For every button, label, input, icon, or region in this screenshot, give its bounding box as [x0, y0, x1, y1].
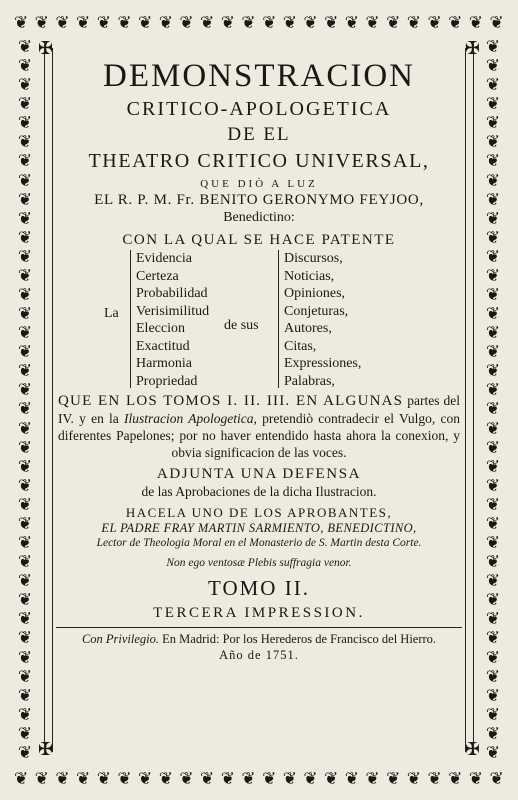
fleuron-icon: ❦	[17, 533, 33, 554]
table-left-item: Probabilidad	[136, 286, 208, 301]
fleuron-icon: ❦	[17, 132, 33, 153]
fleuron-icon: ❦	[485, 704, 501, 725]
fleuron-icon: ❦	[17, 94, 33, 115]
fleuron-icon: ❦	[17, 38, 33, 57]
table-right-item: Expressiones,	[284, 356, 362, 371]
corner-cross-icon: ✠	[38, 38, 54, 59]
table-left-item: Propriedad	[136, 373, 198, 389]
hacela-author-title: Lector de Theologia Moral en el Monasterio de S. Martin desta Corte.	[96, 537, 422, 549]
fleuron-icon: ❦	[485, 609, 501, 630]
fleuron-icon: ❦	[55, 769, 70, 789]
fleuron-icon: ❦	[485, 513, 501, 534]
ornamental-border-left	[12, 38, 38, 762]
fleuron-icon: ❦	[17, 323, 33, 344]
fleuron-icon: ❦	[485, 571, 501, 592]
fleuron-icon: ❦	[489, 769, 504, 789]
fleuron-icon: ❦	[17, 170, 33, 191]
fleuron-icon: ❦	[17, 742, 33, 762]
imprint-divider	[56, 627, 462, 628]
corner-cross-icon: ✠	[464, 739, 480, 760]
fleuron-icon: ❦	[17, 647, 33, 668]
fleuron-icon: ❦	[17, 285, 33, 306]
fleuron-icon: ❦	[262, 769, 277, 789]
fleuron-icon: ❦	[14, 769, 29, 789]
table-right-item: Opiniones,	[284, 286, 346, 301]
fleuron-icon: ❦	[76, 13, 91, 33]
fleuron-icon: ❦	[485, 304, 501, 325]
paragraph-text-after: , pretendiò contradecir el Vulgo, con diferentes Papelones; por no haver entendido hasta ahora la conexion, y obvia significacion de las voces.	[58, 411, 460, 460]
table-left-item: Evidencia	[136, 251, 192, 266]
fleuron-icon: ❦	[448, 13, 463, 33]
table-right-item: Palabras,	[284, 373, 335, 389]
title-dio-a-luz: QUE DIÒ A LUZ	[200, 178, 318, 190]
fleuron-icon: ❦	[485, 361, 501, 382]
fleuron-icon: ❦	[303, 769, 318, 789]
fleuron-icon: ❦	[485, 399, 501, 420]
fleuron-icon: ❦	[158, 769, 173, 789]
fleuron-icon: ❦	[485, 151, 501, 172]
fleuron-icon: ❦	[17, 56, 33, 77]
fleuron-icon: ❦	[138, 13, 153, 33]
fleuron-icon: ❦	[485, 285, 501, 306]
fleuron-icon: ❦	[485, 170, 501, 191]
ornamental-border-bottom	[14, 766, 504, 792]
table-de-sus-label: de sus	[224, 318, 259, 333]
title-de-el: DE EL	[227, 124, 291, 145]
title-content	[56, 50, 462, 752]
fleuron-icon: ❦	[406, 769, 422, 789]
fleuron-icon: ❦	[485, 628, 501, 649]
hacela-heading: HACELA UNO DE LOS APROBANTES,	[125, 505, 393, 520]
fleuron-icon: ❦	[17, 151, 33, 172]
fleuron-icon: ❦	[17, 456, 33, 477]
fleuron-icon: ❦	[17, 723, 33, 744]
fleuron-icon: ❦	[282, 769, 297, 789]
corner-cross-icon: ✠	[464, 38, 480, 59]
fleuron-icon: ❦	[179, 13, 194, 33]
fleuron-icon: ❦	[17, 113, 33, 134]
fleuron-icon: ❦	[468, 13, 484, 33]
fleuron-icon: ❦	[485, 590, 501, 611]
fleuron-icon: ❦	[485, 475, 501, 496]
fleuron-icon: ❦	[485, 189, 501, 210]
fleuron-icon: ❦	[344, 13, 359, 33]
table-left-item: Harmonia	[136, 356, 192, 371]
table-right-item: Discursos,	[284, 251, 343, 266]
fleuron-icon: ❦	[485, 723, 501, 744]
table-right-item: Conjeturas,	[284, 303, 349, 319]
fleuron-icon: ❦	[485, 342, 501, 363]
fleuron-icon: ❦	[138, 769, 153, 789]
ornamental-border-right	[480, 38, 506, 762]
imprint-place: En Madrid: Por los Herederos de Francisco del Hierro.	[162, 632, 437, 646]
fleuron-icon: ❦	[324, 769, 339, 789]
table-right-bracket	[278, 250, 279, 388]
imprint-year: Año de 1751.	[219, 648, 299, 662]
fleuron-icon: ❦	[200, 769, 215, 789]
table-right-item: Citas,	[284, 338, 317, 354]
fleuron-icon: ❦	[241, 769, 256, 789]
fleuron-icon: ❦	[485, 94, 501, 115]
fleuron-icon: ❦	[17, 265, 33, 286]
table-right-item: Autores,	[284, 321, 332, 336]
fleuron-icon: ❦	[386, 769, 401, 789]
fleuron-icon: ❦	[17, 590, 33, 611]
imprint-privilege: Con Privilegio.	[81, 632, 160, 646]
fleuron-icon: ❦	[485, 113, 501, 134]
title-work: THEATRO CRITICO UNIVERSAL,	[88, 150, 430, 172]
fleuron-icon: ❦	[365, 13, 380, 33]
author-name: EL R. P. M. Fr. BENITO GERONYMO FEYJOO,	[94, 192, 424, 208]
fleuron-icon: ❦	[324, 13, 339, 33]
fleuron-icon: ❦	[17, 227, 33, 248]
table-left-item: Certeza	[136, 268, 179, 284]
fleuron-icon: ❦	[17, 475, 33, 496]
fleuron-icon: ❦	[485, 380, 501, 401]
fleuron-icon: ❦	[489, 13, 504, 33]
impression-edition: TERCERA IMPRESSION.	[153, 605, 365, 621]
fleuron-icon: ❦	[485, 685, 501, 706]
fleuron-icon: ❦	[427, 13, 442, 33]
fleuron-icon: ❦	[17, 75, 33, 96]
fleuron-icon: ❦	[485, 323, 501, 344]
latin-motto: Non ego ventosæ Plebis suffragia venor.	[166, 557, 352, 569]
description-paragraph	[58, 392, 460, 461]
fleuron-icon: ❦	[17, 399, 33, 420]
fleuron-icon: ❦	[76, 769, 91, 789]
volume-number: TOMO II.	[208, 576, 310, 600]
paragraph-caps-lead: QUE EN LOS TOMOS I. II. III. EN ALGUNAS	[58, 393, 404, 409]
fleuron-icon: ❦	[55, 13, 70, 33]
table-left-bracket	[130, 250, 131, 388]
fleuron-icon: ❦	[485, 56, 501, 77]
fleuron-icon: ❦	[179, 769, 194, 789]
fleuron-icon: ❦	[17, 418, 33, 439]
fleuron-icon: ❦	[448, 769, 463, 789]
table-left-item: Verisimilitud	[136, 303, 210, 319]
fleuron-icon: ❦	[96, 769, 111, 789]
fleuron-icon: ❦	[485, 552, 501, 573]
fleuron-icon: ❦	[17, 513, 33, 534]
fleuron-icon: ❦	[485, 742, 501, 762]
fleuron-icon: ❦	[17, 494, 33, 515]
fleuron-icon: ❦	[34, 13, 49, 33]
fleuron-icon: ❦	[262, 13, 277, 33]
fleuron-icon: ❦	[17, 342, 33, 363]
ornamental-border-top	[14, 10, 504, 36]
fleuron-icon: ❦	[485, 456, 501, 477]
fleuron-icon: ❦	[485, 227, 501, 248]
fleuron-icon: ❦	[200, 13, 215, 33]
fleuron-icon: ❦	[485, 533, 501, 554]
fleuron-icon: ❦	[485, 246, 501, 267]
fleuron-icon: ❦	[17, 628, 33, 649]
fleuron-icon: ❦	[96, 13, 111, 33]
fleuron-icon: ❦	[386, 13, 401, 33]
fleuron-icon: ❦	[17, 571, 33, 592]
fleuron-icon: ❦	[17, 246, 33, 267]
fleuron-icon: ❦	[17, 361, 33, 382]
fleuron-icon: ❦	[34, 769, 49, 789]
table-right-item: Noticias,	[284, 268, 335, 284]
fleuron-icon: ❦	[17, 437, 33, 458]
fleuron-icon: ❦	[365, 769, 380, 789]
fleuron-icon: ❦	[241, 13, 256, 33]
fleuron-icon: ❦	[485, 647, 501, 668]
corner-cross-icon: ✠	[38, 739, 54, 760]
table-left-item: Exactitud	[136, 338, 190, 354]
fleuron-icon: ❦	[17, 685, 33, 706]
fleuron-icon: ❦	[17, 704, 33, 725]
imprint-line	[56, 631, 462, 647]
fleuron-icon: ❦	[406, 13, 422, 33]
paragraph-text-before: partes del IV. y en la	[58, 393, 461, 426]
fleuron-icon: ❦	[485, 38, 501, 57]
fleuron-icon: ❦	[485, 437, 501, 458]
fleuron-icon: ❦	[17, 208, 33, 229]
title-main: DEMONSTRACION	[102, 58, 415, 94]
fleuron-icon: ❦	[303, 13, 318, 33]
fleuron-icon: ❦	[17, 552, 33, 573]
fleuron-icon: ❦	[485, 75, 501, 96]
table-left-item: Eleccion	[136, 321, 185, 336]
fleuron-icon: ❦	[220, 769, 235, 789]
paragraph-italic-title: Ilustracion Apologetica	[124, 411, 254, 426]
hacela-author: EL PADRE FRAY MARTIN SARMIENTO, BENEDICTINO,	[101, 521, 417, 535]
fleuron-icon: ❦	[485, 208, 501, 229]
hace-patente-heading: CON LA QUAL SE HACE PATENTE	[122, 232, 396, 248]
fleuron-icon: ❦	[344, 769, 359, 789]
fleuron-icon: ❦	[220, 13, 235, 33]
title-subtitle: CRITICO-APOLOGETICA	[126, 98, 392, 120]
fleuron-icon: ❦	[485, 132, 501, 153]
fleuron-icon: ❦	[17, 304, 33, 325]
fleuron-icon: ❦	[485, 265, 501, 286]
fleuron-icon: ❦	[427, 769, 442, 789]
fleuron-icon: ❦	[17, 380, 33, 401]
fleuron-icon: ❦	[17, 609, 33, 630]
fleuron-icon: ❦	[117, 769, 132, 789]
fleuron-icon: ❦	[282, 13, 297, 33]
fleuron-icon: ❦	[117, 13, 132, 33]
virtues-table	[94, 250, 424, 390]
author-order: Benedictino:	[223, 210, 295, 225]
fleuron-icon: ❦	[468, 769, 484, 789]
adjunta-subtitle: de las Aprobaciones de la dicha Ilustracion.	[141, 484, 377, 499]
fleuron-icon: ❦	[17, 666, 33, 687]
fleuron-icon: ❦	[485, 666, 501, 687]
table-left-column	[136, 250, 209, 390]
fleuron-icon: ❦	[485, 494, 501, 515]
table-la-label: La	[104, 306, 119, 321]
fleuron-icon: ❦	[485, 418, 501, 439]
fleuron-icon: ❦	[158, 13, 173, 33]
adjunta-heading: ADJUNTA UNA DEFENSA	[156, 466, 362, 482]
fleuron-icon: ❦	[14, 13, 29, 33]
table-right-column	[284, 250, 361, 390]
fleuron-icon: ❦	[17, 189, 33, 210]
